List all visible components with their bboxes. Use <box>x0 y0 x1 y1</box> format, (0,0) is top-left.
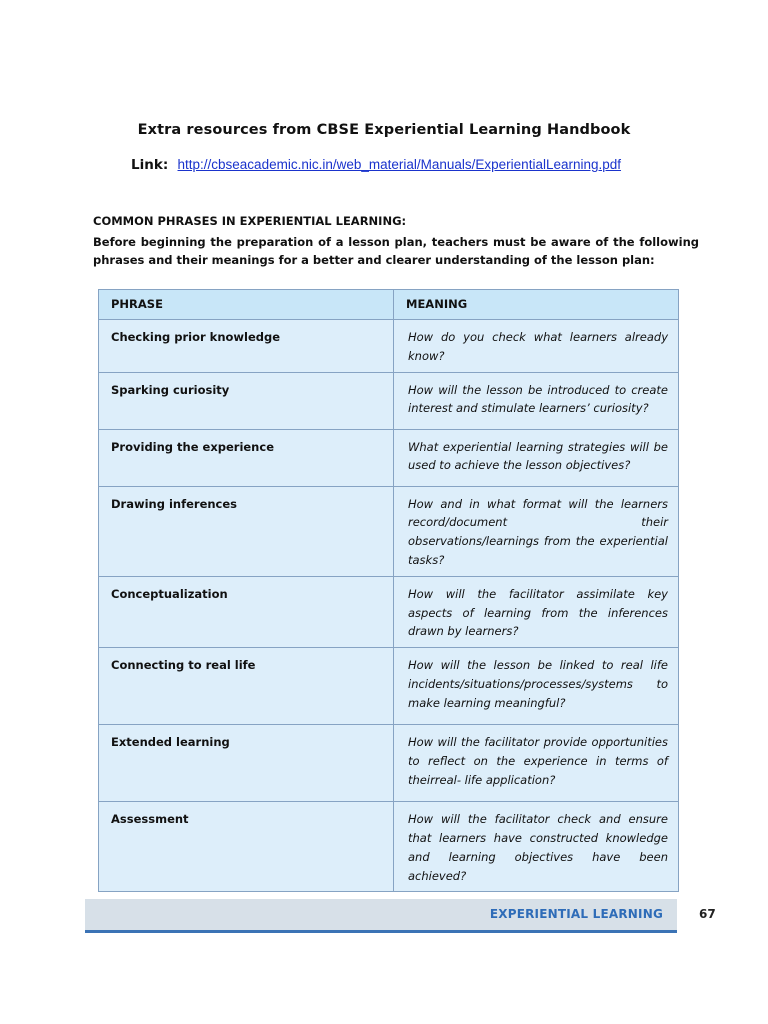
header-meaning: MEANING <box>394 290 679 320</box>
link-line <box>131 157 621 173</box>
table-row <box>99 320 679 373</box>
table-row <box>99 576 679 647</box>
phrase-cell: Connecting to real life <box>99 648 394 725</box>
table-row <box>99 372 679 429</box>
phrase-cell: Extended learning <box>99 725 394 802</box>
section-title: COMMON PHRASES IN EXPERIENTIAL LEARNING: <box>93 214 407 228</box>
handbook-link[interactable]: http://cbseacademic.nic.in/web_material/Manuals/ExperientialLearning.pdf <box>177 157 622 172</box>
phrase-cell: Checking prior knowledge <box>99 320 394 373</box>
footer-band <box>85 899 677 933</box>
meaning-cell: How do you check what learners already know? <box>394 320 679 373</box>
table-row <box>99 429 679 486</box>
page-number: 67 <box>699 907 716 921</box>
meaning-cell: How will the facilitator check and ensure that learners have constructed knowledge and learning objectives have been achieved? <box>394 802 679 892</box>
meaning-cell: What experiential learning strategies will be used to achieve the lesson objectives? <box>394 429 679 486</box>
phrase-cell: Assessment <box>99 802 394 892</box>
phrases-table <box>98 289 679 892</box>
phrase-cell: Sparking curiosity <box>99 372 394 429</box>
table-row <box>99 802 679 892</box>
phrase-cell: Providing the experience <box>99 429 394 486</box>
meaning-cell: How will the facilitator assimilate key aspects of learning from the inferences drawn by learners? <box>394 576 679 647</box>
resources-heading: Extra resources from CBSE Experiential Learning Handbook <box>137 122 631 138</box>
meaning-cell: How will the facilitator provide opportunities to reflect on the experience in terms of theirreal- life application? <box>394 725 679 802</box>
meaning-cell: How will the lesson be linked to real life incidents/situations/processes/systems to make learning meaningful? <box>394 648 679 725</box>
intro-paragraph: Before beginning the preparation of a lesson plan, teachers must be aware of the following phrases and their meanings for a better and clearer understanding of the lesson plan: <box>93 235 699 267</box>
table-row <box>99 486 679 576</box>
phrase-cell: Conceptualization <box>99 576 394 647</box>
phrase-cell: Drawing inferences <box>99 486 394 576</box>
table-header-row <box>99 290 679 320</box>
table-row <box>99 725 679 802</box>
meaning-cell: How will the lesson be introduced to create interest and stimulate learners’ curiosity? <box>394 372 679 429</box>
link-label: Link: <box>131 157 169 173</box>
header-phrase: PHRASE <box>99 290 394 320</box>
meaning-cell: How and in what format will the learners record/document their observations/learnings from the experiential tasks? <box>394 486 679 576</box>
table-row <box>99 648 679 725</box>
footer-label: EXPERIENTIAL LEARNING <box>489 907 663 921</box>
